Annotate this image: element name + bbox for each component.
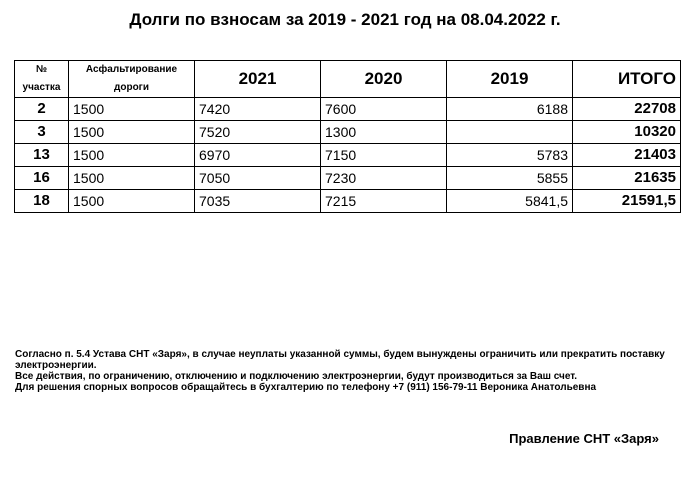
note-paragraph: Согласно п. 5.4 Устава СНТ «Заря», в случае неуплаты указанной суммы, будем вынуждены ограничить или прекратить поставку электроэнергии. — [15, 349, 665, 371]
cell-2020: 7600 — [321, 98, 447, 121]
document-title: Долги по взносам за 2019 - 2021 год на 08.04.2022 г. — [129, 10, 561, 29]
table-row — [15, 144, 681, 167]
table-header-row — [15, 61, 681, 98]
cell-plot-number: 18 — [15, 190, 69, 213]
cell-2020: 7215 — [321, 190, 447, 213]
cell-2020: 1300 — [321, 121, 447, 144]
cell-total: 21591,5 — [573, 190, 681, 213]
cell-2019 — [447, 121, 573, 144]
cell-total: 21403 — [573, 144, 681, 167]
cell-asphalt: 1500 — [69, 190, 195, 213]
cell-asphalt: 1500 — [69, 98, 195, 121]
header-asphalt — [69, 61, 195, 98]
cell-2021: 7520 — [195, 121, 321, 144]
cell-2021: 7420 — [195, 98, 321, 121]
header-asphalt-line2: дороги — [114, 82, 149, 93]
table-row — [15, 190, 681, 213]
cell-2019: 5783 — [447, 144, 573, 167]
header-2019: 2019 — [447, 61, 573, 98]
header-total: ИТОГО — [573, 61, 681, 98]
header-plot-number-line1: № — [35, 64, 48, 75]
cell-2021: 7050 — [195, 167, 321, 190]
cell-2019: 5841,5 — [447, 190, 573, 213]
header-asphalt-line1: Асфальтирование — [85, 64, 178, 75]
signature: Правление СНТ «Заря» — [509, 431, 659, 446]
cell-asphalt: 1500 — [69, 144, 195, 167]
cell-plot-number: 16 — [15, 167, 69, 190]
cell-total: 10320 — [573, 121, 681, 144]
cell-plot-number: 3 — [15, 121, 69, 144]
cell-2021: 7035 — [195, 190, 321, 213]
cell-asphalt: 1500 — [69, 121, 195, 144]
cell-2019: 6188 — [447, 98, 573, 121]
cell-total: 21635 — [573, 167, 681, 190]
cell-2020: 7150 — [321, 144, 447, 167]
table-row — [15, 167, 681, 190]
table-row — [15, 121, 681, 144]
header-plot-number — [15, 61, 69, 98]
note-paragraph: Все действия, по ограничению, отключению и подключению электроэнергии, будут производиться за Ваш счет. — [15, 371, 578, 382]
header-2020: 2020 — [321, 61, 447, 98]
header-plot-number-line2: участка — [22, 82, 61, 93]
cell-plot-number: 13 — [15, 144, 69, 167]
cell-2019: 5855 — [447, 167, 573, 190]
header-2021: 2021 — [195, 61, 321, 98]
cell-2021: 6970 — [195, 144, 321, 167]
cell-plot-number: 2 — [15, 98, 69, 121]
cell-2020: 7230 — [321, 167, 447, 190]
note-paragraph: Для решения спорных вопросов обращайтесь в бухгалтерию по телефону +7 (911) 156-79-11 Вероника Анатольевна — [15, 382, 597, 393]
notes-block — [15, 349, 680, 393]
cell-asphalt: 1500 — [69, 167, 195, 190]
debts-table — [14, 60, 681, 213]
cell-total: 22708 — [573, 98, 681, 121]
table-row — [15, 98, 681, 121]
